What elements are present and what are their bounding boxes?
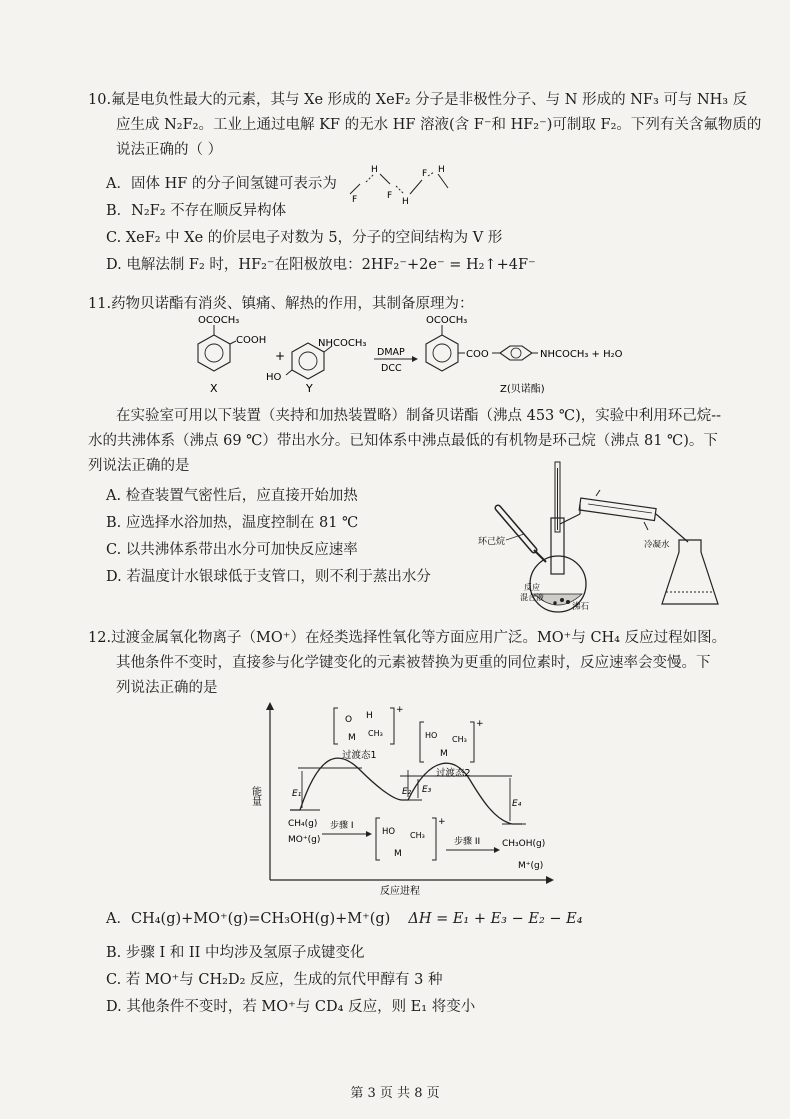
q12-option-b: B. 步骤 I 和 II 中均涉及氢原子成键变化 xyxy=(106,945,365,961)
ts1-label: 过渡态1 xyxy=(342,750,377,761)
svg-text:+: + xyxy=(438,817,446,827)
hf-hydrogen-bond-chain xyxy=(338,162,458,204)
q10-option-d: D. 电解法制 F₂ 时，HF₂⁻在阳极放电：2HF₂⁻+2e⁻ = H₂↑+4F⁻ xyxy=(106,257,536,273)
hbond-atom: F xyxy=(352,195,358,204)
svg-text:+: + xyxy=(275,349,286,363)
step-2-arrow xyxy=(446,835,500,853)
intermediate-structure xyxy=(376,817,446,860)
svg-text:CH₃: CH₃ xyxy=(368,729,383,738)
compound-x xyxy=(198,315,266,395)
svg-text:CH₃: CH₃ xyxy=(452,735,467,744)
q11-option-c: C. 以共沸体系带出水分可加快反应速率 xyxy=(106,542,358,558)
label-y: Y xyxy=(306,382,313,395)
svg-text:HO: HO xyxy=(266,372,282,383)
y-axis-label: 能量 xyxy=(250,786,261,806)
compound-z xyxy=(426,315,623,395)
question-10 xyxy=(88,88,762,163)
step-1-arrow xyxy=(322,819,372,837)
svg-text:DCC: DCC xyxy=(381,363,402,374)
page-footer: 第 3 页 共 8 页 xyxy=(350,1086,440,1101)
q12-option-c: C. 若 MO⁺与 CH₂D₂ 反应，生成的氘代甲醇有 3 种 xyxy=(106,972,443,988)
q10-option-b: B．N₂F₂ 不存在顺反异构体 xyxy=(106,203,287,219)
e1-label: E₁ xyxy=(292,789,302,799)
ts2-label: 过渡态2 xyxy=(436,768,471,779)
svg-text:步骤 II: 步骤 II xyxy=(454,837,481,847)
svg-text:HO: HO xyxy=(425,731,438,740)
q11-option-a: A. 检查装置气密性后，应直接开始加热 xyxy=(106,488,358,504)
transition-state-2-structure xyxy=(420,719,484,762)
hbond-atom: H xyxy=(438,165,445,175)
e2-label: E₂ xyxy=(402,787,412,797)
e3-label: E₃ xyxy=(422,785,432,795)
compound-y xyxy=(266,338,366,395)
q12-stem-line1: 12.过渡金属氧化物离子（MO⁺）在烃类选择性氧化等方面应用广泛。MO⁺与 CH₄ 反应过程如图。 xyxy=(88,630,727,646)
svg-text:OCOCH₃: OCOCH₃ xyxy=(198,315,240,326)
q11-para-line3: 列说法正确的是 xyxy=(88,458,190,474)
label-cyclohexane: 环己烷 xyxy=(478,537,506,547)
label-cooling-water: 冷凝水 xyxy=(644,540,670,550)
hbond-atom: H xyxy=(402,197,409,204)
hbond-atom: F xyxy=(387,191,393,201)
condenser xyxy=(560,490,688,542)
q12-stem-line2: 其他条件不变时，直接参与化学键变化的元素被替换为更重的同位素时，反应速率会变慢。下 xyxy=(116,655,711,671)
receiving-flask xyxy=(662,540,718,604)
x-axis-label: 反应进程 xyxy=(380,886,420,896)
svg-text:NHCOCH₃ + H₂O: NHCOCH₃ + H₂O xyxy=(540,349,623,360)
label-boiling-chips: 沸石 xyxy=(572,602,590,612)
q12-number: 12. xyxy=(88,630,112,646)
svg-text:M: M xyxy=(348,733,356,743)
q10-stem-line1: 10.氟是电负性最大的元素，其与 Xe 形成的 XeF₂ 分子是非极性分子、与 N 形成的 NF₃ 可与 NH₃ 反 xyxy=(88,92,748,108)
svg-text:+: + xyxy=(396,705,404,715)
transition-state-1-structure xyxy=(334,705,404,744)
svg-text:+: + xyxy=(476,719,484,729)
energy-profile-diagram xyxy=(250,700,560,896)
product-ch3oh: CH₃OH(g) xyxy=(502,839,546,849)
svg-text:O: O xyxy=(345,715,353,725)
svg-text:OCOCH₃: OCOCH₃ xyxy=(426,315,468,326)
q10-stem-line3: 说法正确的（ ） xyxy=(116,142,223,158)
q12-option-d: D. 其他条件不变时，若 MO⁺与 CD₄ 反应，则 E₁ 将变小 xyxy=(106,999,476,1015)
reactant-ch4: CH₄(g) xyxy=(288,819,318,829)
reaction-arrow xyxy=(374,347,418,374)
q11-option-d: D. 若温度计水银球低于支管口，则不利于蒸出水分 xyxy=(106,569,431,585)
reactant-mo: MO⁺(g) xyxy=(288,835,321,845)
benorilate-reaction-scheme xyxy=(170,312,730,404)
label-z: Z(贝诺酯) xyxy=(500,384,545,395)
q10-option-a: A．固体 HF 的分子间氢键可表示为 xyxy=(106,176,337,192)
q11-para-line2: 水的共沸体系（沸点 69 ℃）带出水分。已知体系中沸点最低的有机物是环己烷（沸点 81 ℃)。下 xyxy=(88,433,718,449)
distillation-apparatus xyxy=(476,458,720,616)
q11-stem: 11.药物贝诺酯有消炎、镇痛、解热的作用，其制备原理为： xyxy=(88,296,474,312)
q12-stem-line3: 列说法正确的是 xyxy=(116,680,218,696)
svg-text:NHCOCH₃: NHCOCH₃ xyxy=(318,338,367,349)
svg-text:HO: HO xyxy=(382,827,396,837)
svg-text:M: M xyxy=(394,849,402,859)
svg-text:CH₃: CH₃ xyxy=(410,831,425,840)
label-mixture: 混合液 xyxy=(520,593,544,602)
e4-label: E₄ xyxy=(512,799,522,809)
label-x: X xyxy=(210,382,218,395)
label-mixture: 反应 xyxy=(524,583,540,592)
q11-number: 11. xyxy=(88,296,112,312)
thermometer xyxy=(555,462,560,532)
q10-number: 10. xyxy=(88,92,112,108)
hbond-atom: F xyxy=(422,169,428,179)
q11-option-b: B. 应选择水浴加热，温度控制在 81 ℃ xyxy=(106,515,359,531)
question-12 xyxy=(88,626,728,701)
svg-text:H: H xyxy=(366,711,373,721)
svg-text:步骤 I: 步骤 I xyxy=(330,821,354,831)
product-m: M⁺(g) xyxy=(518,861,544,871)
q12-option-a: A．CH₄(g)+MO⁺(g)=CH₃OH(g)+M⁺(g) ΔH = E₁ + E₃ − E₂ − E₄ xyxy=(106,911,583,927)
q10-stem-line2: 应生成 N₂F₂。工业上通过电解 KF 的无水 HF 溶液(含 F⁻和 HF₂⁻)可制取 F₂。下列有关含氟物质的 xyxy=(116,117,762,133)
hbond-atom: H xyxy=(371,165,378,175)
q11-para-line1: 在实验室可用以下装置（夹持和加热装置略）制备贝诺酯（沸点 453 ℃)，实验中利用环己烷-- xyxy=(116,408,722,424)
svg-text:COOH: COOH xyxy=(236,335,267,346)
q10-option-c: C. XeF₂ 中 Xe 的价层电子对数为 5，分子的空间结构为 V 形 xyxy=(106,230,503,246)
svg-text:DMAP: DMAP xyxy=(377,347,405,358)
svg-text:COO: COO xyxy=(466,349,489,360)
svg-text:M: M xyxy=(440,749,448,759)
